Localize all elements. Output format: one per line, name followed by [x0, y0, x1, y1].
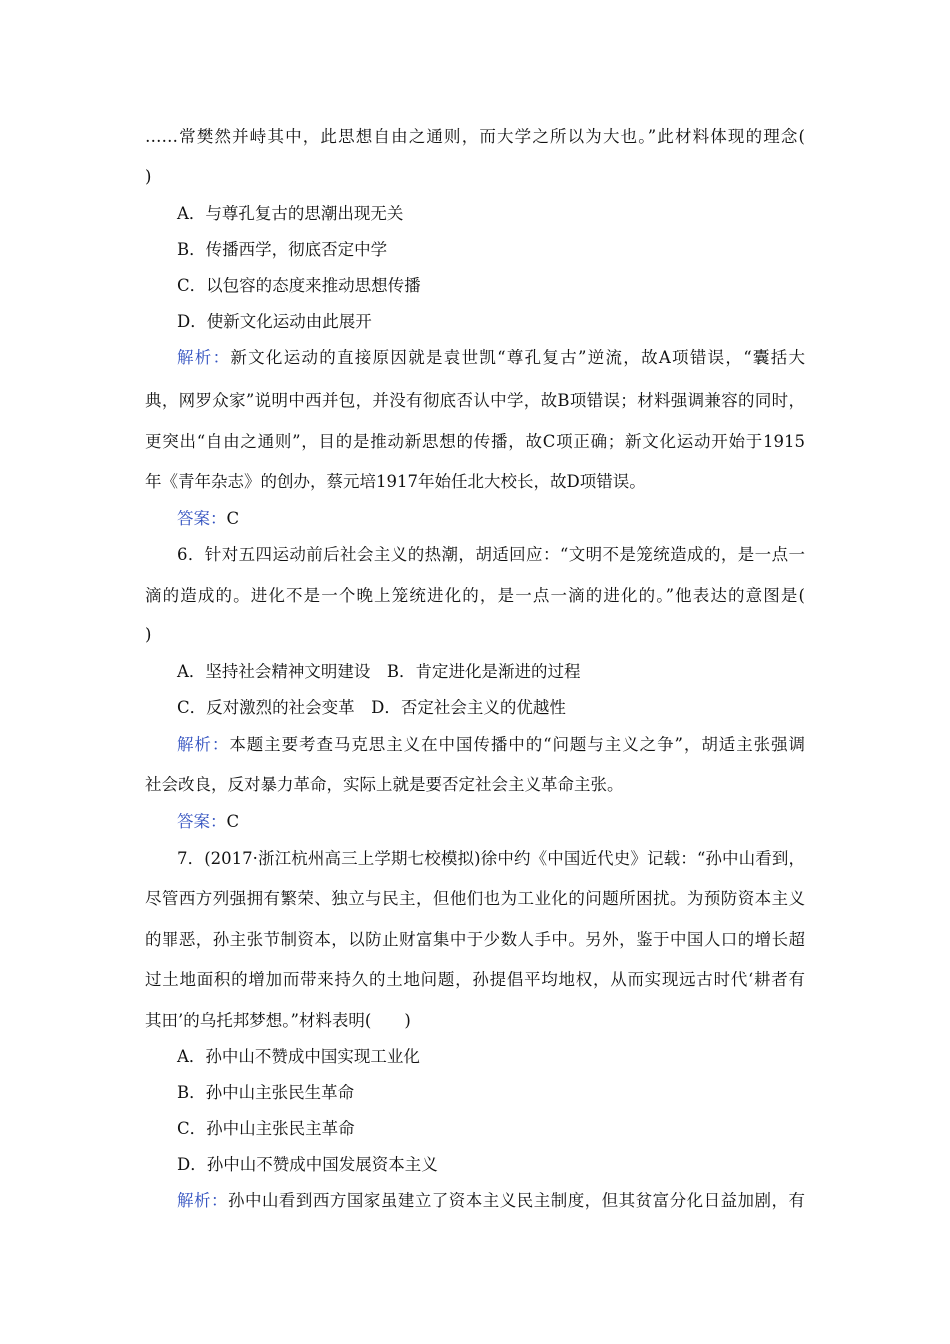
q6-options-row-2: C．反对激烈的社会变革 D．否定社会主义的优越性 — [177, 698, 566, 717]
q7-analysis-label: 解析： — [177, 1191, 228, 1210]
q7-analysis-line-1 — [177, 1190, 805, 1212]
q7-option-d: D．孙中山不赞成中国发展资本主义 — [177, 1155, 438, 1174]
q5-answer — [177, 508, 239, 530]
q7-option-b: B．孙中山主张民生革命 — [177, 1083, 355, 1102]
q6-answer — [177, 811, 239, 833]
q6-analysis-line-2: 社会改良，反对暴力革命，实际上就是要否定社会主义革命主张。 — [145, 775, 624, 794]
q7-stem-line-3: 的罪恶，孙主张节制资本，以防止财富集中于少数人手中。另外，鉴于中国人口的增长超 — [145, 930, 805, 949]
q7-option-c: C．孙中山主张民主革命 — [177, 1119, 355, 1138]
q5-analysis-line-3: 更突出“自由之通则”，目的是推动新思想的传播，故C项正确；新文化运动开始于1915 — [145, 432, 805, 451]
q5-stem-line-1: ……常樊然并峙其中，此思想自由之通则，而大学之所以为大也。”此材料体现的理念( — [145, 127, 805, 146]
q5-answer-label: 答案： — [177, 509, 227, 528]
q5-analysis-text-1: 新文化运动的直接原因就是袁世凯“尊孔复古”逆流，故A项错误，“囊括大 — [230, 348, 805, 367]
q6-analysis-label: 解析： — [177, 735, 230, 754]
q5-analysis-line-2: 典，网罗众家”说明中西并包，并没有彻底否认中学，故B项错误；材料强调兼容的同时， — [145, 391, 805, 410]
q5-answer-value: C — [226, 509, 240, 528]
q6-options-row-1: A．坚持社会精神文明建设 B．肯定进化是渐进的过程 — [177, 662, 581, 681]
q7-analysis-text-1: 孙中山看到西方国家虽建立了资本主义民主制度，但其贫富分化日益加剧，有 — [227, 1191, 806, 1210]
q6-answer-value: C — [226, 812, 240, 831]
q6-stem-line-3: ) — [145, 625, 152, 644]
q5-option-c: C．以包容的态度来推动思想传播 — [177, 276, 421, 295]
q6-stem-line-2: 滴的造成的。进化不是一个晚上笼统进化的，是一点一滴的进化的。”他表达的意图是( — [145, 586, 805, 605]
q5-analysis-line-4: 年《青年杂志》的创办，蔡元培1917年始任北大校长，故D项错误。 — [145, 472, 646, 491]
q7-option-a: A．孙中山不赞成中国实现工业化 — [177, 1047, 420, 1066]
q5-option-d: D．使新文化运动由此展开 — [177, 312, 372, 331]
q5-stem-line-2: ) — [145, 167, 152, 186]
q7-stem-line-1: 7．(2017·浙江杭州高三上学期七校模拟)徐中约《中国近代史》记载：“孙中山看到， — [177, 849, 805, 868]
q7-stem-line-4: 过土地面积的增加而带来持久的土地问题，孙提倡平均地权，从而实现远古时代‘耕者有 — [145, 970, 805, 989]
q5-option-a: A．与尊孔复古的思潮出现无关 — [177, 204, 404, 223]
q6-answer-label: 答案： — [177, 812, 227, 831]
q5-analysis-line-1 — [177, 347, 805, 369]
q7-stem-line-5: 其田’的乌托邦梦想。”材料表明( ) — [145, 1011, 411, 1030]
q5-analysis-label: 解析： — [177, 348, 231, 367]
q6-stem-line-1: 6．针对五四运动前后社会主义的热潮，胡适回应：“文明不是笼统造成的，是一点一 — [177, 545, 805, 564]
q6-analysis-line-1 — [177, 734, 805, 756]
q5-option-b: B．传播西学，彻底否定中学 — [177, 240, 388, 259]
q6-analysis-text-1: 本题主要考查马克思主义在中国传播中的“问题与主义之争”，胡适主张强调 — [229, 735, 806, 754]
q7-stem-line-2: 尽管西方列强拥有繁荣、独立与民主，但他们也为工业化的问题所困扰。为预防资本主义 — [145, 889, 805, 908]
